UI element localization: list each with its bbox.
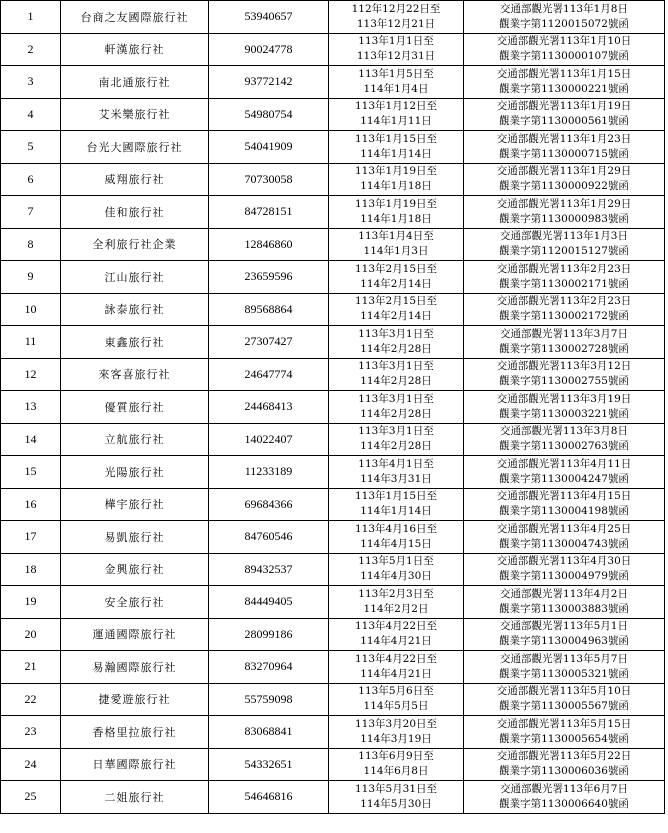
table-row: [1, 358, 665, 391]
tax-id: 54041909: [209, 131, 329, 164]
approval-document: [464, 163, 665, 196]
approval-document: [464, 423, 665, 456]
valid-period: [329, 358, 464, 391]
table-row: [1, 98, 665, 131]
period-end: 113年12月31日: [356, 50, 436, 63]
period-start: 113年6月9日至: [358, 750, 434, 763]
period-end: 114年3月19日: [360, 732, 432, 745]
agency-name: 南北通旅行社: [61, 66, 209, 99]
agency-name: 優質旅行社: [61, 391, 209, 424]
period-start: 113年1月19日至: [354, 197, 438, 210]
document-number: 觀業字第1130002172號函: [499, 310, 629, 323]
approval-document: [464, 683, 665, 716]
agency-name: 台光大國際旅行社: [61, 131, 209, 164]
agency-name: 易瀚國際旅行社: [61, 651, 209, 684]
period-end: 114年3月31日: [360, 472, 432, 485]
table-row: [1, 456, 665, 489]
approval-document: [464, 586, 665, 619]
document-issuer-date: 交通部觀光署113年1月29日: [496, 165, 632, 178]
tax-id: 84760546: [209, 521, 329, 554]
period-end: 114年2月28日: [360, 407, 432, 420]
document-number: 觀業字第1130000561號函: [499, 115, 629, 128]
valid-period: [329, 293, 464, 326]
approval-document: [464, 748, 665, 781]
tax-id: 83270964: [209, 651, 329, 684]
row-number: 15: [1, 456, 61, 489]
agency-name: 金興旅行社: [61, 553, 209, 586]
table-row: [1, 261, 665, 294]
tax-id: 53940657: [209, 1, 329, 34]
period-start: 113年1月4日至: [358, 230, 434, 243]
document-issuer-date: 交通部觀光署113年1月29日: [496, 197, 632, 210]
valid-period: [329, 781, 464, 814]
approval-document: [464, 456, 665, 489]
valid-period: [329, 586, 464, 619]
agency-name: 佳和旅行社: [61, 196, 209, 229]
row-number: 14: [1, 423, 61, 456]
tax-id: 54332651: [209, 748, 329, 781]
document-number: 觀業字第1130003883號函: [499, 602, 629, 615]
table-row: [1, 781, 665, 814]
tax-id: 89568864: [209, 293, 329, 326]
period-start: 113年1月1日至: [358, 35, 434, 48]
document-number: 觀業字第1130002755號函: [499, 375, 629, 388]
tax-id: 23659596: [209, 261, 329, 294]
valid-period: [329, 423, 464, 456]
period-end: 114年4月21日: [360, 667, 432, 680]
approval-document: [464, 651, 665, 684]
period-end: 114年1月18日: [360, 180, 432, 193]
tax-id: 54646816: [209, 781, 329, 814]
period-start: 113年3月1日至: [358, 327, 434, 340]
document-issuer-date: 交通部觀光署113年3月8日: [500, 425, 628, 438]
document-number: 觀業字第1130000922號函: [499, 180, 629, 193]
approval-document: [464, 196, 665, 229]
approval-document: [464, 781, 665, 814]
row-number: 4: [1, 98, 61, 131]
row-number: 22: [1, 683, 61, 716]
document-number: 觀業字第1130006036號函: [499, 765, 629, 778]
valid-period: [329, 1, 464, 34]
period-start: 113年5月31日至: [354, 782, 438, 795]
period-end: 114年1月3日: [363, 245, 429, 258]
table-row: [1, 33, 665, 66]
tax-id: 24468413: [209, 391, 329, 424]
period-end: 114年1月14日: [360, 147, 432, 160]
table-row: [1, 651, 665, 684]
tax-id: 54980754: [209, 98, 329, 131]
document-number: 觀業字第1130006640號函: [499, 797, 629, 810]
valid-period: [329, 196, 464, 229]
period-end: 114年5月5日: [363, 700, 429, 713]
document-number: 觀業字第1130004247號函: [499, 472, 629, 485]
document-issuer-date: 交通部觀光署113年2月23日: [496, 295, 632, 308]
table-row: [1, 521, 665, 554]
period-start: 113年5月6日至: [358, 685, 434, 698]
approval-document: [464, 326, 665, 359]
document-number: 觀業字第1120015072號函: [499, 17, 629, 30]
table-row: [1, 391, 665, 424]
row-number: 3: [1, 66, 61, 99]
document-number: 觀業字第1120015127號函: [499, 245, 629, 258]
document-issuer-date: 交通部觀光署113年5月1日: [500, 620, 628, 633]
table-row: [1, 228, 665, 261]
approval-document: [464, 228, 665, 261]
document-number: 觀業字第1130004743號函: [499, 537, 629, 550]
approval-document: [464, 66, 665, 99]
document-number: 觀業字第1130000983號函: [499, 212, 629, 225]
table-row: [1, 586, 665, 619]
period-end: 114年2月28日: [360, 342, 432, 355]
agency-name: 運通國際旅行社: [61, 618, 209, 651]
agency-name: 全利旅行社企業: [61, 228, 209, 261]
agency-name: 來客喜旅行社: [61, 358, 209, 391]
document-issuer-date: 交通部觀光署113年5月15日: [496, 717, 632, 730]
tax-id: 55759098: [209, 683, 329, 716]
agency-name: 軒漢旅行社: [61, 33, 209, 66]
agency-name: 二姐旅行社: [61, 781, 209, 814]
period-start: 113年3月20日至: [354, 717, 438, 730]
table-row: [1, 66, 665, 99]
period-start: 113年1月5日至: [358, 67, 434, 80]
tax-id: 90024778: [209, 33, 329, 66]
valid-period: [329, 488, 464, 521]
valid-period: [329, 651, 464, 684]
row-number: 10: [1, 293, 61, 326]
document-number: 觀業字第1130002171號函: [499, 277, 629, 290]
agency-name: 艾米樂旅行社: [61, 98, 209, 131]
document-number: 觀業字第1130000221號函: [499, 82, 629, 95]
row-number: 8: [1, 228, 61, 261]
row-number: 21: [1, 651, 61, 684]
period-end: 114年4月21日: [360, 635, 432, 648]
period-end: 114年1月14日: [360, 505, 432, 518]
approval-document: [464, 33, 665, 66]
document-issuer-date: 交通部觀光署113年1月23日: [496, 132, 632, 145]
period-end: 114年2月2日: [363, 602, 429, 615]
period-start: 113年1月15日至: [354, 490, 438, 503]
tax-id: 69684366: [209, 488, 329, 521]
period-start: 113年1月12日至: [354, 100, 438, 113]
period-start: 113年2月15日至: [354, 295, 438, 308]
tax-id: 93772142: [209, 66, 329, 99]
period-start: 112年12月22日至: [351, 2, 441, 15]
period-end: 114年2月14日: [360, 310, 432, 323]
valid-period: [329, 33, 464, 66]
tax-id: 12846860: [209, 228, 329, 261]
row-number: 11: [1, 326, 61, 359]
approval-document: [464, 618, 665, 651]
period-start: 113年4月22日至: [354, 620, 438, 633]
tax-id: 70730058: [209, 163, 329, 196]
period-end: 114年2月14日: [360, 277, 432, 290]
document-issuer-date: 交通部觀光署113年1月10日: [496, 35, 632, 48]
valid-period: [329, 553, 464, 586]
table-row: [1, 683, 665, 716]
period-end: 114年4月15日: [360, 537, 432, 550]
row-number: 9: [1, 261, 61, 294]
approval-document: [464, 521, 665, 554]
document-number: 觀業字第1130002763號函: [499, 440, 629, 453]
table-row: [1, 326, 665, 359]
row-number: 17: [1, 521, 61, 554]
table-row: [1, 748, 665, 781]
tax-id: 84728151: [209, 196, 329, 229]
period-end: 114年1月4日: [363, 82, 429, 95]
table-row: [1, 293, 665, 326]
document-issuer-date: 交通部觀光署113年6月7日: [500, 782, 628, 795]
table-row: [1, 131, 665, 164]
document-number: 觀業字第1130003221號函: [499, 407, 629, 420]
valid-period: [329, 456, 464, 489]
approval-document: [464, 131, 665, 164]
agency-name: 台商之友國際旅行社: [61, 1, 209, 34]
row-number: 2: [1, 33, 61, 66]
period-start: 113年4月16日至: [354, 522, 438, 535]
document-issuer-date: 交通部觀光署113年5月10日: [496, 685, 632, 698]
row-number: 7: [1, 196, 61, 229]
document-issuer-date: 交通部觀光署113年1月19日: [496, 100, 632, 113]
valid-period: [329, 748, 464, 781]
table-row: [1, 553, 665, 586]
row-number: 1: [1, 1, 61, 34]
document-issuer-date: 交通部觀光署113年3月19日: [496, 392, 632, 405]
row-number: 24: [1, 748, 61, 781]
valid-period: [329, 131, 464, 164]
document-issuer-date: 交通部觀光署113年4月2日: [500, 587, 628, 600]
document-issuer-date: 交通部觀光署113年1月8日: [500, 2, 628, 15]
document-number: 觀業字第1130004979號函: [499, 570, 629, 583]
period-end: 114年2月28日: [360, 440, 432, 453]
document-issuer-date: 交通部觀光署113年2月23日: [496, 262, 632, 275]
agency-name: 東鑫旅行社: [61, 326, 209, 359]
agency-name: 立航旅行社: [61, 423, 209, 456]
period-start: 113年1月19日至: [354, 165, 438, 178]
tax-id: 89432537: [209, 553, 329, 586]
row-number: 6: [1, 163, 61, 196]
valid-period: [329, 521, 464, 554]
agency-name: 捷愛遊旅行社: [61, 683, 209, 716]
tax-id: 14022407: [209, 423, 329, 456]
table-row: [1, 1, 665, 34]
agency-table-body: [1, 1, 665, 814]
table-row: [1, 423, 665, 456]
document-issuer-date: 交通部觀光署113年3月7日: [500, 327, 628, 340]
row-number: 5: [1, 131, 61, 164]
agency-name: 威翔旅行社: [61, 163, 209, 196]
period-start: 113年5月1日至: [358, 555, 434, 568]
approval-document: [464, 358, 665, 391]
document-number: 觀業字第1130005654號函: [499, 732, 629, 745]
valid-period: [329, 391, 464, 424]
row-number: 18: [1, 553, 61, 586]
agency-name: 樺宇旅行社: [61, 488, 209, 521]
period-end: 114年4月30日: [360, 570, 432, 583]
approval-document: [464, 716, 665, 749]
document-issuer-date: 交通部觀光署113年1月15日: [496, 67, 632, 80]
document-number: 觀業字第1130000715號函: [499, 147, 629, 160]
agency-name: 易凱旅行社: [61, 521, 209, 554]
document-number: 觀業字第1130005321號函: [499, 667, 629, 680]
document-issuer-date: 交通部觀光署113年3月12日: [496, 360, 632, 373]
period-start: 113年3月1日至: [358, 392, 434, 405]
document-number: 觀業字第1130000107號函: [499, 50, 629, 63]
tax-id: 27307427: [209, 326, 329, 359]
approval-document: [464, 488, 665, 521]
document-issuer-date: 交通部觀光署113年4月15日: [496, 490, 632, 503]
table-row: [1, 716, 665, 749]
period-end: 114年6月8日: [363, 765, 429, 778]
agency-name: 安全旅行社: [61, 586, 209, 619]
document-issuer-date: 交通部觀光署113年5月7日: [500, 652, 628, 665]
valid-period: [329, 716, 464, 749]
document-issuer-date: 交通部觀光署113年1月3日: [500, 230, 628, 243]
approval-document: [464, 261, 665, 294]
row-number: 20: [1, 618, 61, 651]
valid-period: [329, 228, 464, 261]
agency-name: 詠泰旅行社: [61, 293, 209, 326]
approval-document: [464, 391, 665, 424]
tax-id: 83068841: [209, 716, 329, 749]
approval-document: [464, 1, 665, 34]
approval-document: [464, 98, 665, 131]
approval-document: [464, 553, 665, 586]
table-row: [1, 196, 665, 229]
row-number: 13: [1, 391, 61, 424]
period-start: 113年1月15日至: [354, 132, 438, 145]
row-number: 16: [1, 488, 61, 521]
document-issuer-date: 交通部觀光署113年4月30日: [496, 555, 632, 568]
document-number: 觀業字第1130005567號函: [499, 700, 629, 713]
tax-id: 28099186: [209, 618, 329, 651]
period-start: 113年3月1日至: [358, 425, 434, 438]
period-end: 114年1月18日: [360, 212, 432, 225]
period-start: 113年3月1日至: [358, 360, 434, 373]
valid-period: [329, 326, 464, 359]
document-number: 觀業字第1130004963號函: [499, 635, 629, 648]
period-start: 113年2月15日至: [354, 262, 438, 275]
valid-period: [329, 66, 464, 99]
period-start: 113年2月3日至: [358, 587, 434, 600]
agency-name: 香格里拉旅行社: [61, 716, 209, 749]
row-number: 25: [1, 781, 61, 814]
document-number: 觀業字第1130002728號函: [499, 342, 629, 355]
table-row: [1, 488, 665, 521]
period-start: 113年4月22日至: [354, 652, 438, 665]
valid-period: [329, 261, 464, 294]
row-number: 23: [1, 716, 61, 749]
valid-period: [329, 618, 464, 651]
valid-period: [329, 683, 464, 716]
tax-id: 11233189: [209, 456, 329, 489]
document-number: 觀業字第1130004198號函: [499, 505, 629, 518]
tax-id: 24647774: [209, 358, 329, 391]
document-issuer-date: 交通部觀光署113年5月22日: [496, 750, 632, 763]
valid-period: [329, 163, 464, 196]
agency-name: 光陽旅行社: [61, 456, 209, 489]
agency-name: 江山旅行社: [61, 261, 209, 294]
period-end: 113年12月21日: [356, 17, 436, 30]
row-number: 12: [1, 358, 61, 391]
document-issuer-date: 交通部觀光署113年4月11日: [496, 457, 632, 470]
period-end: 114年5月30日: [360, 797, 432, 810]
row-number: 19: [1, 586, 61, 619]
agency-name: 日華國際旅行社: [61, 748, 209, 781]
table-row: [1, 618, 665, 651]
valid-period: [329, 98, 464, 131]
period-end: 114年2月28日: [360, 375, 432, 388]
period-start: 113年4月1日至: [358, 457, 434, 470]
table-row: [1, 163, 665, 196]
document-issuer-date: 交通部觀光署113年4月25日: [496, 522, 632, 535]
tax-id: 84449405: [209, 586, 329, 619]
approval-document: [464, 293, 665, 326]
period-end: 114年1月11日: [360, 115, 432, 128]
